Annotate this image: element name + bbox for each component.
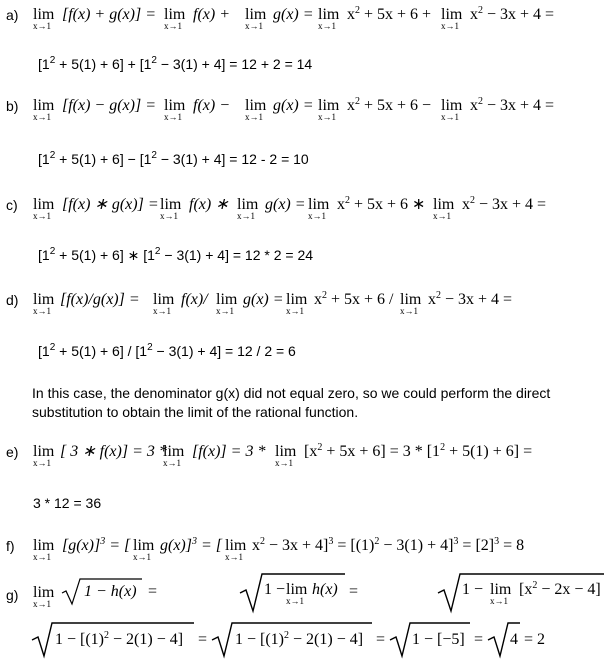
lim-c-3: lim x→1 [237,196,259,221]
lim-c-5: lim x→1 [433,196,455,221]
lim-g-3: lim x→1 [490,581,512,606]
a-result: $[1^2 + 5(1) + 6] + [1^2 - 3(1) + 4] = 12 + 2 = 14$ [38,55,313,72]
lim-e-1: lim x→1 [33,443,55,468]
label-b: b) [6,98,19,114]
lim-c-1: lim x→1 [33,196,55,221]
c-lhs: [f(x) ∗ g(x)] = [62,196,159,213]
label-e: e) [6,444,19,460]
c-result: $[1^2 + 5(1) + 6]$ ∗ $[1^2 - 3(1) + 4] = 12 * 2 = 24$ [38,246,314,263]
lim-b-3: lim x→1 [245,97,267,122]
lim-g-1: lim x→1 [33,584,55,609]
e-m1: [f(x)] = 3 * [192,443,266,460]
a-lhs: [f(x) + g(x)] = [62,6,157,23]
g-r6: 1 − [−5] [412,631,465,648]
lim-d-1: lim x→1 [33,291,55,316]
g-r7: 4 [510,631,518,648]
label-c: c) [6,197,18,213]
g-r2b: h(x) [312,581,338,598]
g-eq1: = [148,583,158,600]
lim-b-1: lim x→1 [33,97,55,122]
b-m3: $x^2 + 5x + 6$ − [347,96,432,114]
g-r1: 1 − h(x) [84,583,137,600]
label-d: d) [6,292,19,308]
b-m1: f(x) − [193,97,230,114]
lim-e-2: lim x→1 [163,443,185,468]
lim-b-5: lim x→1 [441,97,463,122]
d-m3: $x^2 + 5x + 6$ / [314,290,394,308]
g-r4: $1 - [(1)^2 - 2(1) - 4]$ [55,630,184,648]
lim-f-3: lim x→1 [225,537,247,562]
lim-d-2: lim x→1 [153,291,175,316]
a-m1: f(x) + [193,6,230,23]
lim-e-3: lim x→1 [275,443,297,468]
b-m2: g(x) = [273,97,314,114]
label-a: a) [6,7,19,23]
lim-f-2: lim x→1 [133,537,155,562]
g-r2a: 1 − [264,581,286,598]
d-m4: $x^2 - 3x + 4$ = [428,290,513,308]
g-eq6: = 2 [524,631,546,648]
label-f: f) [6,538,15,554]
a-m2: g(x) = [273,6,314,23]
lim-g-2: lim x→1 [286,581,308,606]
d-m2: g(x) = [243,291,284,308]
lim-c-4: lim x→1 [308,196,330,221]
label-g: g) [6,587,19,603]
lim-b-2: lim x→1 [164,97,186,122]
a-m3: $x^2 + 5x + 6$ + [347,5,432,23]
g-r3b: $[x^2 - 2x - 4]$ [519,580,601,598]
b-result: $[1^2 + 5(1) + 6] - [1^2 - 3(1) + 4] = 12 - 2 = 10$ [38,150,309,167]
lim-f-1: lim x→1 [33,537,55,562]
b-lhs: [f(x) − g(x)] = [62,97,157,114]
f-m1: g(x)]$^3$ = [ [160,536,223,554]
lim-d-5: lim x→1 [400,291,422,316]
lim-a-1: lim x→1 [33,6,55,31]
a-m4: $x^2 - 3x + 4$ = [470,5,555,23]
lim-c-2: lim x→1 [160,196,182,221]
lim-a-2: lim x→1 [164,6,186,31]
g-r5: $1 - [(1)^2 - 2(1) - 4]$ [235,630,364,648]
lim-a-4: lim x→1 [318,6,340,31]
c-m2: g(x) = [265,196,306,213]
lim-b-4: lim x→1 [318,97,340,122]
lim-d-4: lim x→1 [286,291,308,316]
c-m4: $x^2 - 3x + 4$ = [462,195,547,213]
c-m1: f(x) ∗ [189,196,229,213]
d-m1: f(x)/ [181,291,208,308]
g-eq5: = [474,631,484,648]
c-m3: $x^2 + 5x + 6$ ∗ [337,195,426,213]
d-result: $[1^2 + 5(1) + 6] / [1^2 - 3(1) + 4] = 12 / 2 = 6$ [38,342,296,359]
g-eq3: = [198,631,208,648]
e-lhs: [ 3 ∗ f(x)] = 3 * [60,443,167,460]
explanation-paragraph: In this case, the denominator g(x) did not equal zero, so we could perform the direct substitution to obtain the limit of the rational function. [32,385,551,420]
g-eq4: = [376,631,386,648]
lim-a-3: lim x→1 [245,6,267,31]
g-r3a: 1 − [462,581,484,598]
lim-d-3: lim x→1 [216,291,238,316]
f-lhs: $[g(x)]^3$ = [ [62,536,131,554]
e-result: 3 * 12 = 36 [33,495,102,511]
e-m2: $[x^2 + 5x + 6] = 3 * [1^2 + 5(1) + 6]$ = [304,442,533,460]
f-m2: $x^2 - 3x + 4]^3 = [(1)^2 - 3(1) + 4]^3 = [2]^3 = 8$ [252,536,525,554]
b-m4: $x^2 - 3x + 4$ = [470,96,555,114]
g-eq2: = [349,583,359,600]
lim-a-5: lim x→1 [441,6,463,31]
d-lhs: [f(x)/g(x)] = [60,291,140,308]
